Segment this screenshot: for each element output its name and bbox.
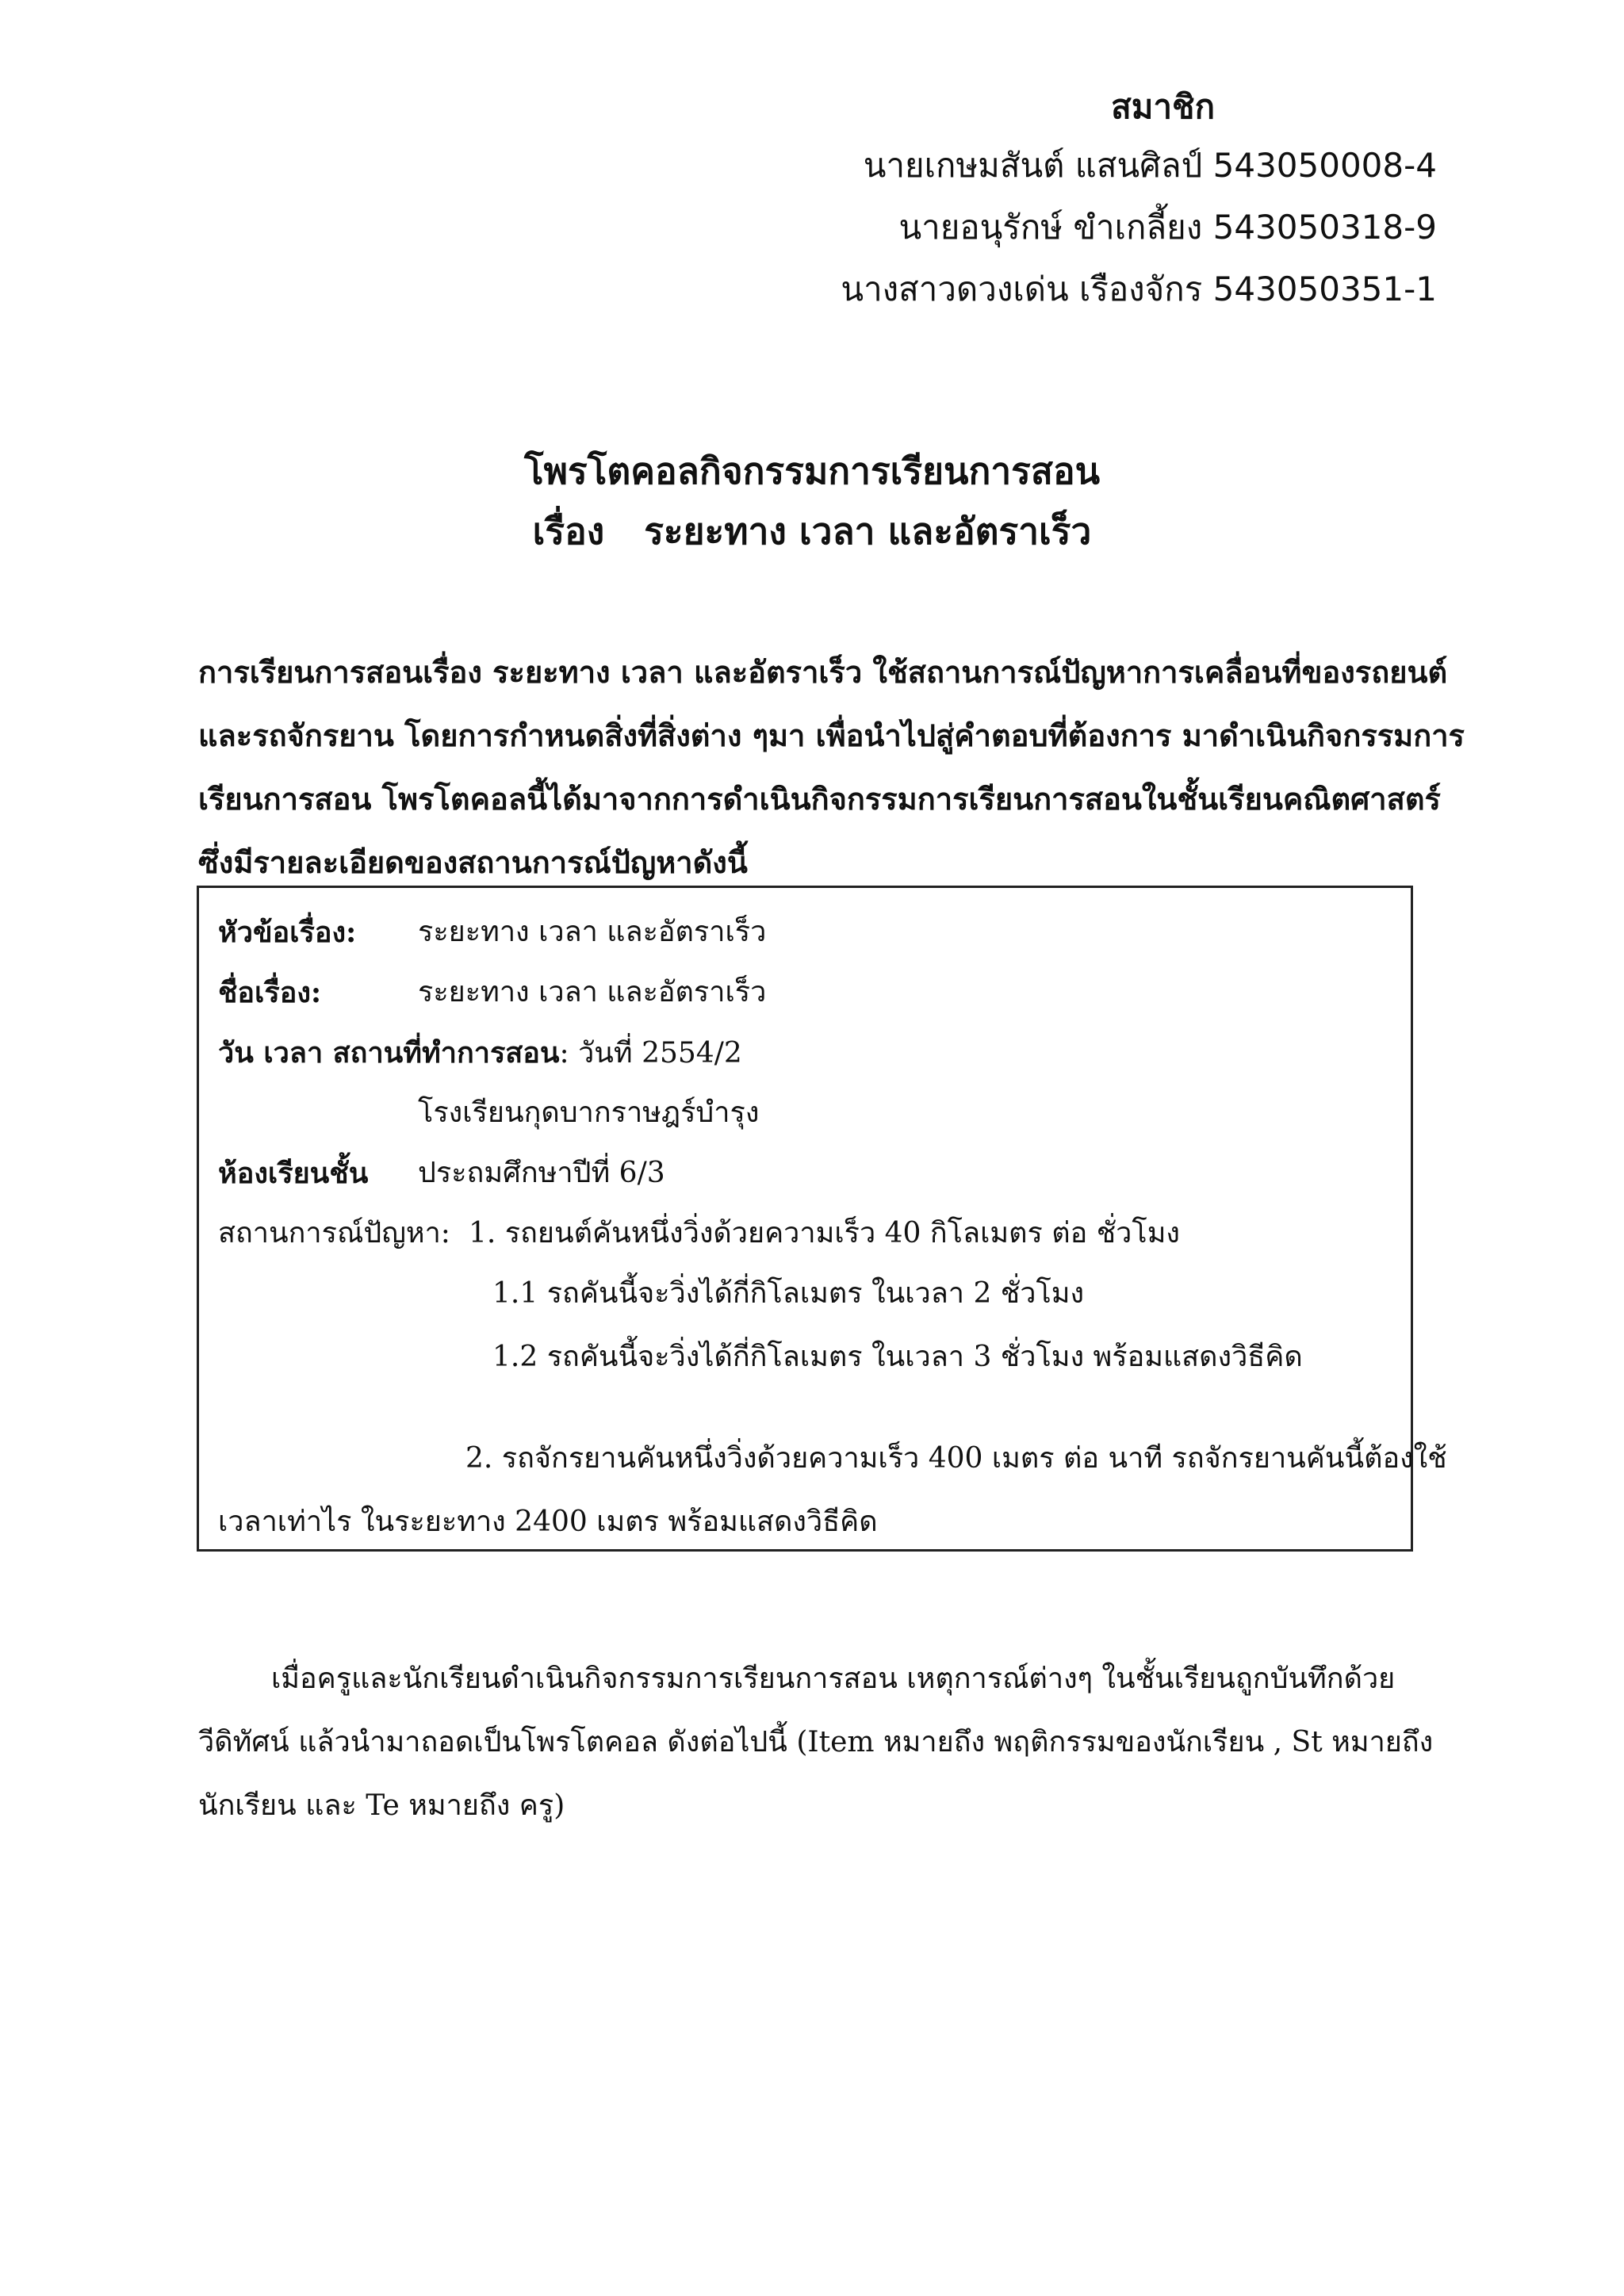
intro-line-2: และรถจักรยาน โดยการกำหนดสิ่งที่สิ่งต่าง ๆมา เพื่อนำไปสู่คำตอบที่ต้องการ มาดำเนินกิจกรรมการ bbox=[198, 718, 1465, 753]
member-name-3: นางสาวดวงเด่น เรืองจักร 543050351-1 bbox=[841, 270, 1437, 308]
problem-1-2: 1.2 รถคันนี้จะวิ่งได้กี่กิโลเมตร ในเวลา 3 ชั่วโมง พร้อมแสดงวิธีคิด bbox=[492, 1341, 1303, 1373]
name-label: ชื่อเรื่อง: bbox=[218, 976, 322, 1009]
closing-paragraph bbox=[198, 1647, 1443, 1838]
problem-1-1: 1.1 รถคันนี้จะวิ่งได้กี่กิโลเมตร ในเวลา 2 ชั่วโมง bbox=[492, 1277, 1085, 1310]
members-title: สมาชิก bbox=[1111, 87, 1215, 126]
school-name: โรงเรียนกุดบากราษฎร์บำรุง bbox=[418, 1096, 760, 1129]
problem-2-line-2: เวลาเท่าไร ในระยะทาง 2400 เมตร พร้อมแสดงวิธีคิด bbox=[218, 1506, 878, 1538]
document-subtitle bbox=[0, 504, 1624, 558]
intro-line-1: การเรียนการสอนเรื่อง ระยะทาง เวลา และอัตราเร็ว ใช้สถานการณ์ปัญหาการเคลื่อนที่ของรถยนต์ bbox=[198, 654, 1448, 690]
class-value: ประถมศึกษาปีที่ 6/3 bbox=[418, 1157, 665, 1189]
closing-line-3: นักเรียน และ Te หมายถึง ครู) bbox=[198, 1789, 565, 1822]
when-value: : วันที่ 2554/2 bbox=[559, 1037, 742, 1070]
problem-label: สถานการณ์ปัญหา: bbox=[218, 1217, 450, 1249]
topic-value: ระยะทาง เวลา และอัตราเร็ว bbox=[418, 916, 767, 948]
intro-line-4: ซึ่งมีรายละเอียดของสถานการณ์ปัญหาดังนี้ bbox=[198, 844, 748, 880]
problem-1: 1. รถยนต์คันหนึ่งวิ่งด้วยความเร็ว 40 กิโลเมตร ต่อ ชั่วโมง bbox=[469, 1217, 1181, 1249]
subject-value: ระยะทาง เวลา และอัตราเร็ว bbox=[644, 510, 1092, 553]
intro-line-3: เรียนการสอน โพรโตคอลนี้ได้มาจากการดำเนินกิจกรรมการเรียนการสอนในชั้นเรียนคณิตศาสตร์ bbox=[198, 781, 1441, 817]
member-name-1: นายเกษมสันต์ แสนศิลป์ 543050008-4 bbox=[863, 146, 1437, 185]
when-label: วัน เวลา สถานที่ทำการสอน bbox=[218, 1036, 560, 1070]
topic-label: หัวข้อเรื่อง: bbox=[218, 916, 357, 949]
closing-line-2: วีดิทัศน์ แล้วนำมาถอดเป็นโพรโตคอล ดังต่อไปนี้ (Item หมายถึง พฤติกรรมของนักเรียน , St หมายถึง bbox=[198, 1726, 1434, 1758]
problem-2-line-1: 2. รถจักรยานคันหนึ่งวิ่งด้วยความเร็ว 400 เมตร ต่อ นาที รถจักรยานคันนี้ต้องใช้ bbox=[465, 1442, 1447, 1475]
class-label: ห้องเรียนชั้น bbox=[218, 1157, 369, 1190]
intro-paragraph bbox=[198, 641, 1465, 894]
members-block bbox=[714, 79, 1437, 320]
closing-line-1: เมื่อครูและนักเรียนดำเนินกิจกรรมการเรียนการสอน เหตุการณ์ต่างๆ ในชั้นเรียนถูกบันทึกด้วย bbox=[271, 1663, 1396, 1695]
member-name-2: นายอนุรักษ์ ขำเกลี้ยง 543050318-9 bbox=[898, 208, 1437, 247]
document-title: โพรโตคอลกิจกรรมการเรียนการสอน bbox=[523, 450, 1101, 492]
name-row bbox=[218, 969, 321, 1017]
class-row bbox=[218, 1150, 368, 1198]
lesson-info-box bbox=[197, 886, 1447, 1552]
when-row bbox=[218, 1029, 742, 1077]
topic-row bbox=[218, 909, 356, 957]
subject-label: เรื่อง bbox=[532, 510, 605, 553]
name-value: ระยะทาง เวลา และอัตราเร็ว bbox=[418, 976, 767, 1008]
